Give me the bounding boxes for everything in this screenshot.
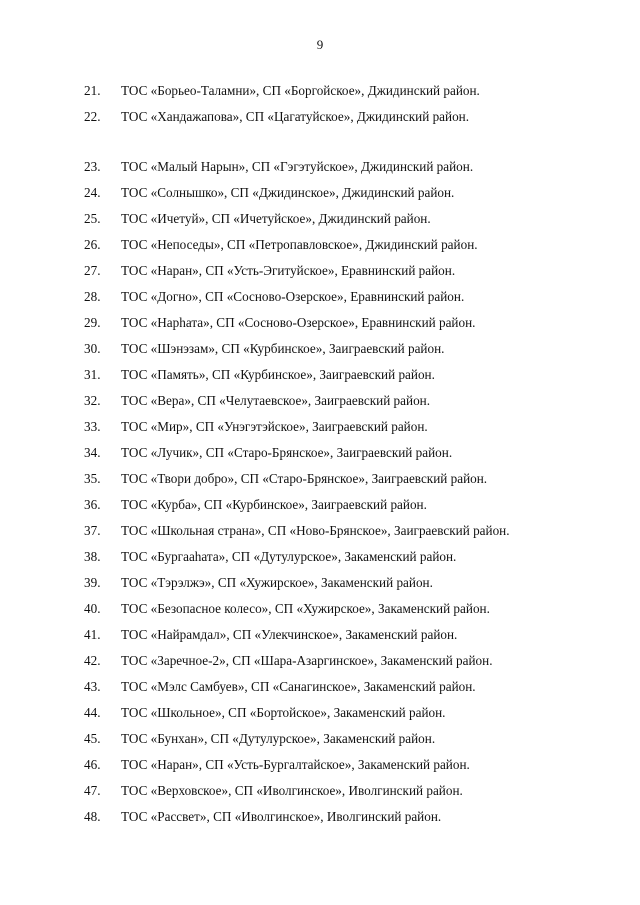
list-item-text: ТОС «Мир», СП «Унэгэтэйское», Заиграевский район.	[121, 419, 428, 434]
list-item-number: 29.	[84, 315, 101, 330]
list-item-number: 23.	[84, 159, 101, 174]
list-item-text: ТОС «Борьео-Таламни», СП «Боргойское», Джидинский район.	[121, 83, 480, 98]
list-item-number: 37.	[84, 523, 101, 538]
list-item-number: 43.	[84, 679, 101, 694]
list-item-text: ТОС «Наран», СП «Усть-Эгитуйское», Еравнинский район.	[121, 263, 456, 278]
list-item	[0, 726, 640, 752]
list-item-number: 47.	[84, 783, 101, 798]
list-item-text: ТОС «Малый Нарын», СП «Гэгэтуйское», Джидинский район.	[121, 159, 474, 174]
list-item-text: ТОС «Непоседы», СП «Петропавловское», Джидинский район.	[121, 237, 478, 252]
list-item	[0, 518, 640, 544]
list-item-text: ТОС «Вера», СП «Челутаевское», Заиграевский район.	[121, 393, 431, 408]
list-item-text: ТОС «Память», СП «Курбинское», Заиграевский район.	[121, 367, 435, 382]
list-item-number: 26.	[84, 237, 101, 252]
list-item-number: 28.	[84, 289, 101, 304]
list-item-number: 38.	[84, 549, 101, 564]
tos-list	[0, 78, 640, 830]
list-item-number: 39.	[84, 575, 101, 590]
list-item-text: ТОС «Рассвет», СП «Иволгинское», Иволгинский район.	[121, 809, 442, 824]
list-item-number: 48.	[84, 809, 101, 824]
list-item-text: ТОС «Найрамдал», СП «Улекчинское», Закаменский район.	[121, 627, 458, 642]
list-item-number: 46.	[84, 757, 101, 772]
list-item-number: 44.	[84, 705, 101, 720]
list-item-number: 36.	[84, 497, 101, 512]
list-item-number: 34.	[84, 445, 101, 460]
list-item	[0, 78, 640, 104]
list-item-number: 41.	[84, 627, 101, 642]
list-item-text: ТОС «Верховское», СП «Иволгинское», Иволгинский район.	[121, 783, 463, 798]
list-item	[0, 206, 640, 232]
list-item	[0, 154, 640, 180]
list-item-number: 27.	[84, 263, 101, 278]
list-item-text: ТОС «Наран», СП «Усть-Бургалтайское», Закаменский район.	[121, 757, 470, 772]
list-item-text: ТОС «Догно», СП «Сосново-Озерское», Еравнинский район.	[121, 289, 465, 304]
list-item	[0, 596, 640, 622]
list-item	[0, 388, 640, 414]
list-item	[0, 544, 640, 570]
list-item-text: ТОС «Школьная страна», СП «Ново-Брянское», Заиграевский район.	[121, 523, 510, 538]
list-item-number: 30.	[84, 341, 101, 356]
list-item-number: 24.	[84, 185, 101, 200]
list-item-text: ТОС «Солнышко», СП «Джидинское», Джидинский район.	[121, 185, 455, 200]
list-item	[0, 310, 640, 336]
list-item	[0, 674, 640, 700]
list-item-text: ТОС «Бургааhата», СП «Дутулурское», Закаменский район.	[121, 549, 457, 564]
list-item	[0, 648, 640, 674]
list-item-number: 45.	[84, 731, 101, 746]
list-item	[0, 258, 640, 284]
list-item-number: 40.	[84, 601, 101, 616]
list-item	[0, 700, 640, 726]
list-item-number: 22.	[84, 109, 101, 124]
list-item	[0, 804, 640, 830]
list-item-number: 33.	[84, 419, 101, 434]
list-item	[0, 440, 640, 466]
list-item-number: 21.	[84, 83, 101, 98]
list-item-text: ТОС «Тэрэлжэ», СП «Хужирское», Закаменский район.	[121, 575, 433, 590]
list-item	[0, 362, 640, 388]
list-item	[0, 336, 640, 362]
list-item-text: ТОС «Мэлс Самбуев», СП «Санагинское», Закаменский район.	[121, 679, 476, 694]
list-item	[0, 104, 640, 130]
list-item-text: ТОС «Заречное-2», СП «Шара-Азаргинское», Закаменский район.	[121, 653, 493, 668]
list-item	[0, 492, 640, 518]
list-item	[0, 232, 640, 258]
list-item	[0, 570, 640, 596]
list-item-text: ТОС «Лучик», СП «Старо-Брянское», Заиграевский район.	[121, 445, 453, 460]
list-item-text: ТОС «Шэнэзам», СП «Курбинское», Заиграевский район.	[121, 341, 445, 356]
list-item	[0, 778, 640, 804]
list-item	[0, 414, 640, 440]
list-item-number: 35.	[84, 471, 101, 486]
list-item-number: 31.	[84, 367, 101, 382]
list-item-number: 25.	[84, 211, 101, 226]
list-item-text: ТОС «Твори добро», СП «Старо-Брянское», Заиграевский район.	[121, 471, 488, 486]
page-number: 9	[316, 37, 324, 52]
list-item-text: ТОС «Нарhата», СП «Сосново-Озерское», Еравнинский район.	[121, 315, 476, 330]
list-item-text: ТОС «Хандажапова», СП «Цагатуйское», Джидинский район.	[121, 109, 470, 124]
list-item	[0, 466, 640, 492]
list-item-number: 42.	[84, 653, 101, 668]
list-item-text: ТОС «Безопасное колесо», СП «Хужирское», Закаменский район.	[121, 601, 490, 616]
list-item	[0, 622, 640, 648]
list-item	[0, 752, 640, 778]
list-item-text: ТОС «Ичетуй», СП «Ичетуйское», Джидинский район.	[121, 211, 431, 226]
list-item-text: ТОС «Бунхан», СП «Дутулурское», Закаменский район.	[121, 731, 436, 746]
list-item	[0, 284, 640, 310]
list-item	[0, 180, 640, 206]
list-item-text: ТОС «Курба», СП «Курбинское», Заиграевский район.	[121, 497, 427, 512]
list-item-text: ТОС «Школьное», СП «Бортойское», Закаменский район.	[121, 705, 446, 720]
list-item-number: 32.	[84, 393, 101, 408]
